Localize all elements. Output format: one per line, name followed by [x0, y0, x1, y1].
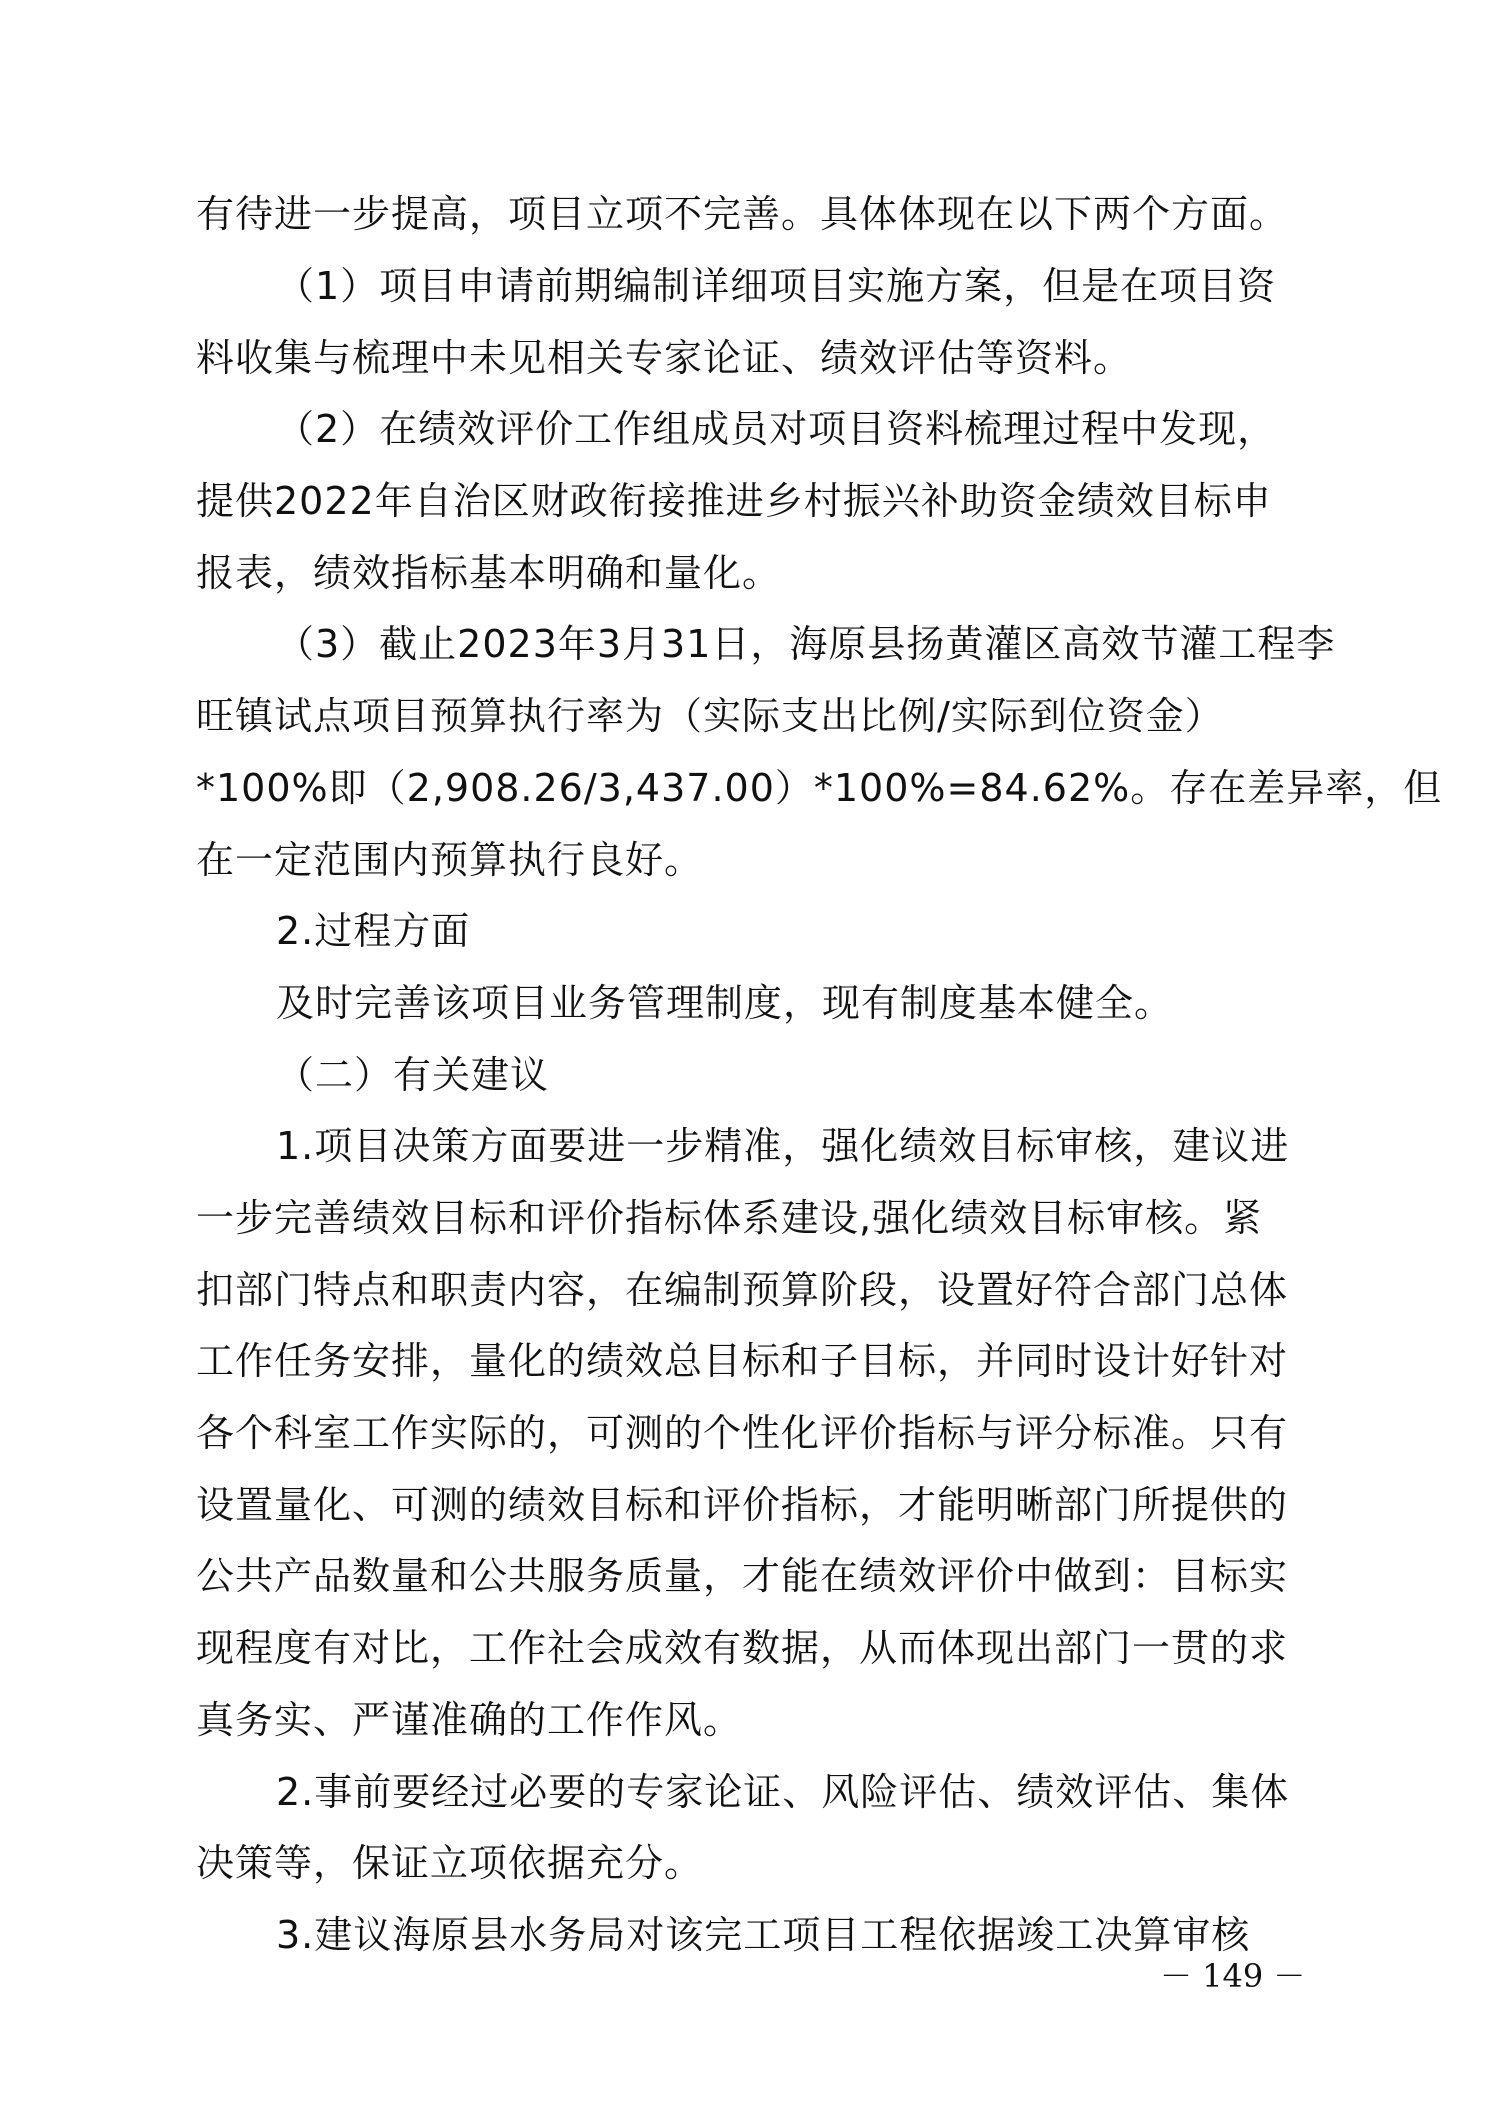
text-line: 1.项目决策方面要进一步精准，强化绩效目标审核，建议进 [276, 1124, 1290, 1168]
text-line: 报表，绩效指标基本明确和量化。 [196, 551, 782, 595]
text-line: 工作任务安排，量化的绩效总目标和子目标，并同时设计好针对 [196, 1339, 1289, 1383]
text-line: （3）截止2023年3月31日，海原县扬黄灌区高效节灌工程李 [276, 622, 1336, 666]
page-number: － 149 － [1160, 1957, 1306, 1995]
text-line: （1）项目申请前期编制详细项目实施方案，但是在项目资 [276, 264, 1277, 308]
text-line: 现程度有对比，工作社会成效有数据，从而体现出部门一贯的求 [196, 1626, 1289, 1670]
text-line: 各个科室工作实际的，可测的个性化评价指标与评分标准。只有 [196, 1411, 1289, 1455]
text-line: 真务实、严谨准确的工作作风。 [196, 1698, 743, 1742]
text-line: 提供2022年自治区财政衔接推进乡村振兴补助资金绩效目标申 [196, 479, 1272, 523]
text-line: 设置量化、可测的绩效目标和评价指标，才能明晰部门所提供的 [196, 1483, 1289, 1527]
section-heading: （二）有关建议 [276, 1053, 550, 1097]
text-line: 2.事前要经过必要的专家论证、风险评估、绩效评估、集体 [276, 1770, 1290, 1814]
text-line: 3.建议海原县水务局对该完工项目工程依据竣工决算审核 [276, 1913, 1251, 1957]
text-line: 旺镇试点项目预算执行率为（实际支出比例/实际到位资金） [196, 694, 1224, 738]
text-line: *100%即（2,908.26/3,437.00）*100%=84.62%。存在差异率，但 [196, 766, 1443, 810]
text-line: 及时完善该项目业务管理制度，现有制度基本健全。 [276, 981, 1174, 1025]
text-line: （2）在绩效评价工作组成员对项目资料梳理过程中发现， [276, 407, 1277, 451]
text-line: 一步完善绩效目标和评价指标体系建设,强化绩效目标审核。紧 [196, 1196, 1263, 1240]
text-line: 扣部门特点和职责内容，在编制预算阶段，设置好符合部门总体 [196, 1268, 1289, 1312]
text-line: 在一定范围内预算执行良好。 [196, 838, 704, 882]
text-line: 决策等，保证立项依据充分。 [196, 1841, 704, 1885]
section-heading: 2.过程方面 [276, 909, 471, 953]
text-line: 料收集与梳理中未见相关专家论证、绩效评估等资料。 [196, 336, 1133, 380]
text-line: 公共产品数量和公共服务质量，才能在绩效评价中做到：目标实 [196, 1554, 1289, 1598]
text-line: 有待进一步提高，项目立项不完善。具体体现在以下两个方面。 [196, 192, 1289, 236]
